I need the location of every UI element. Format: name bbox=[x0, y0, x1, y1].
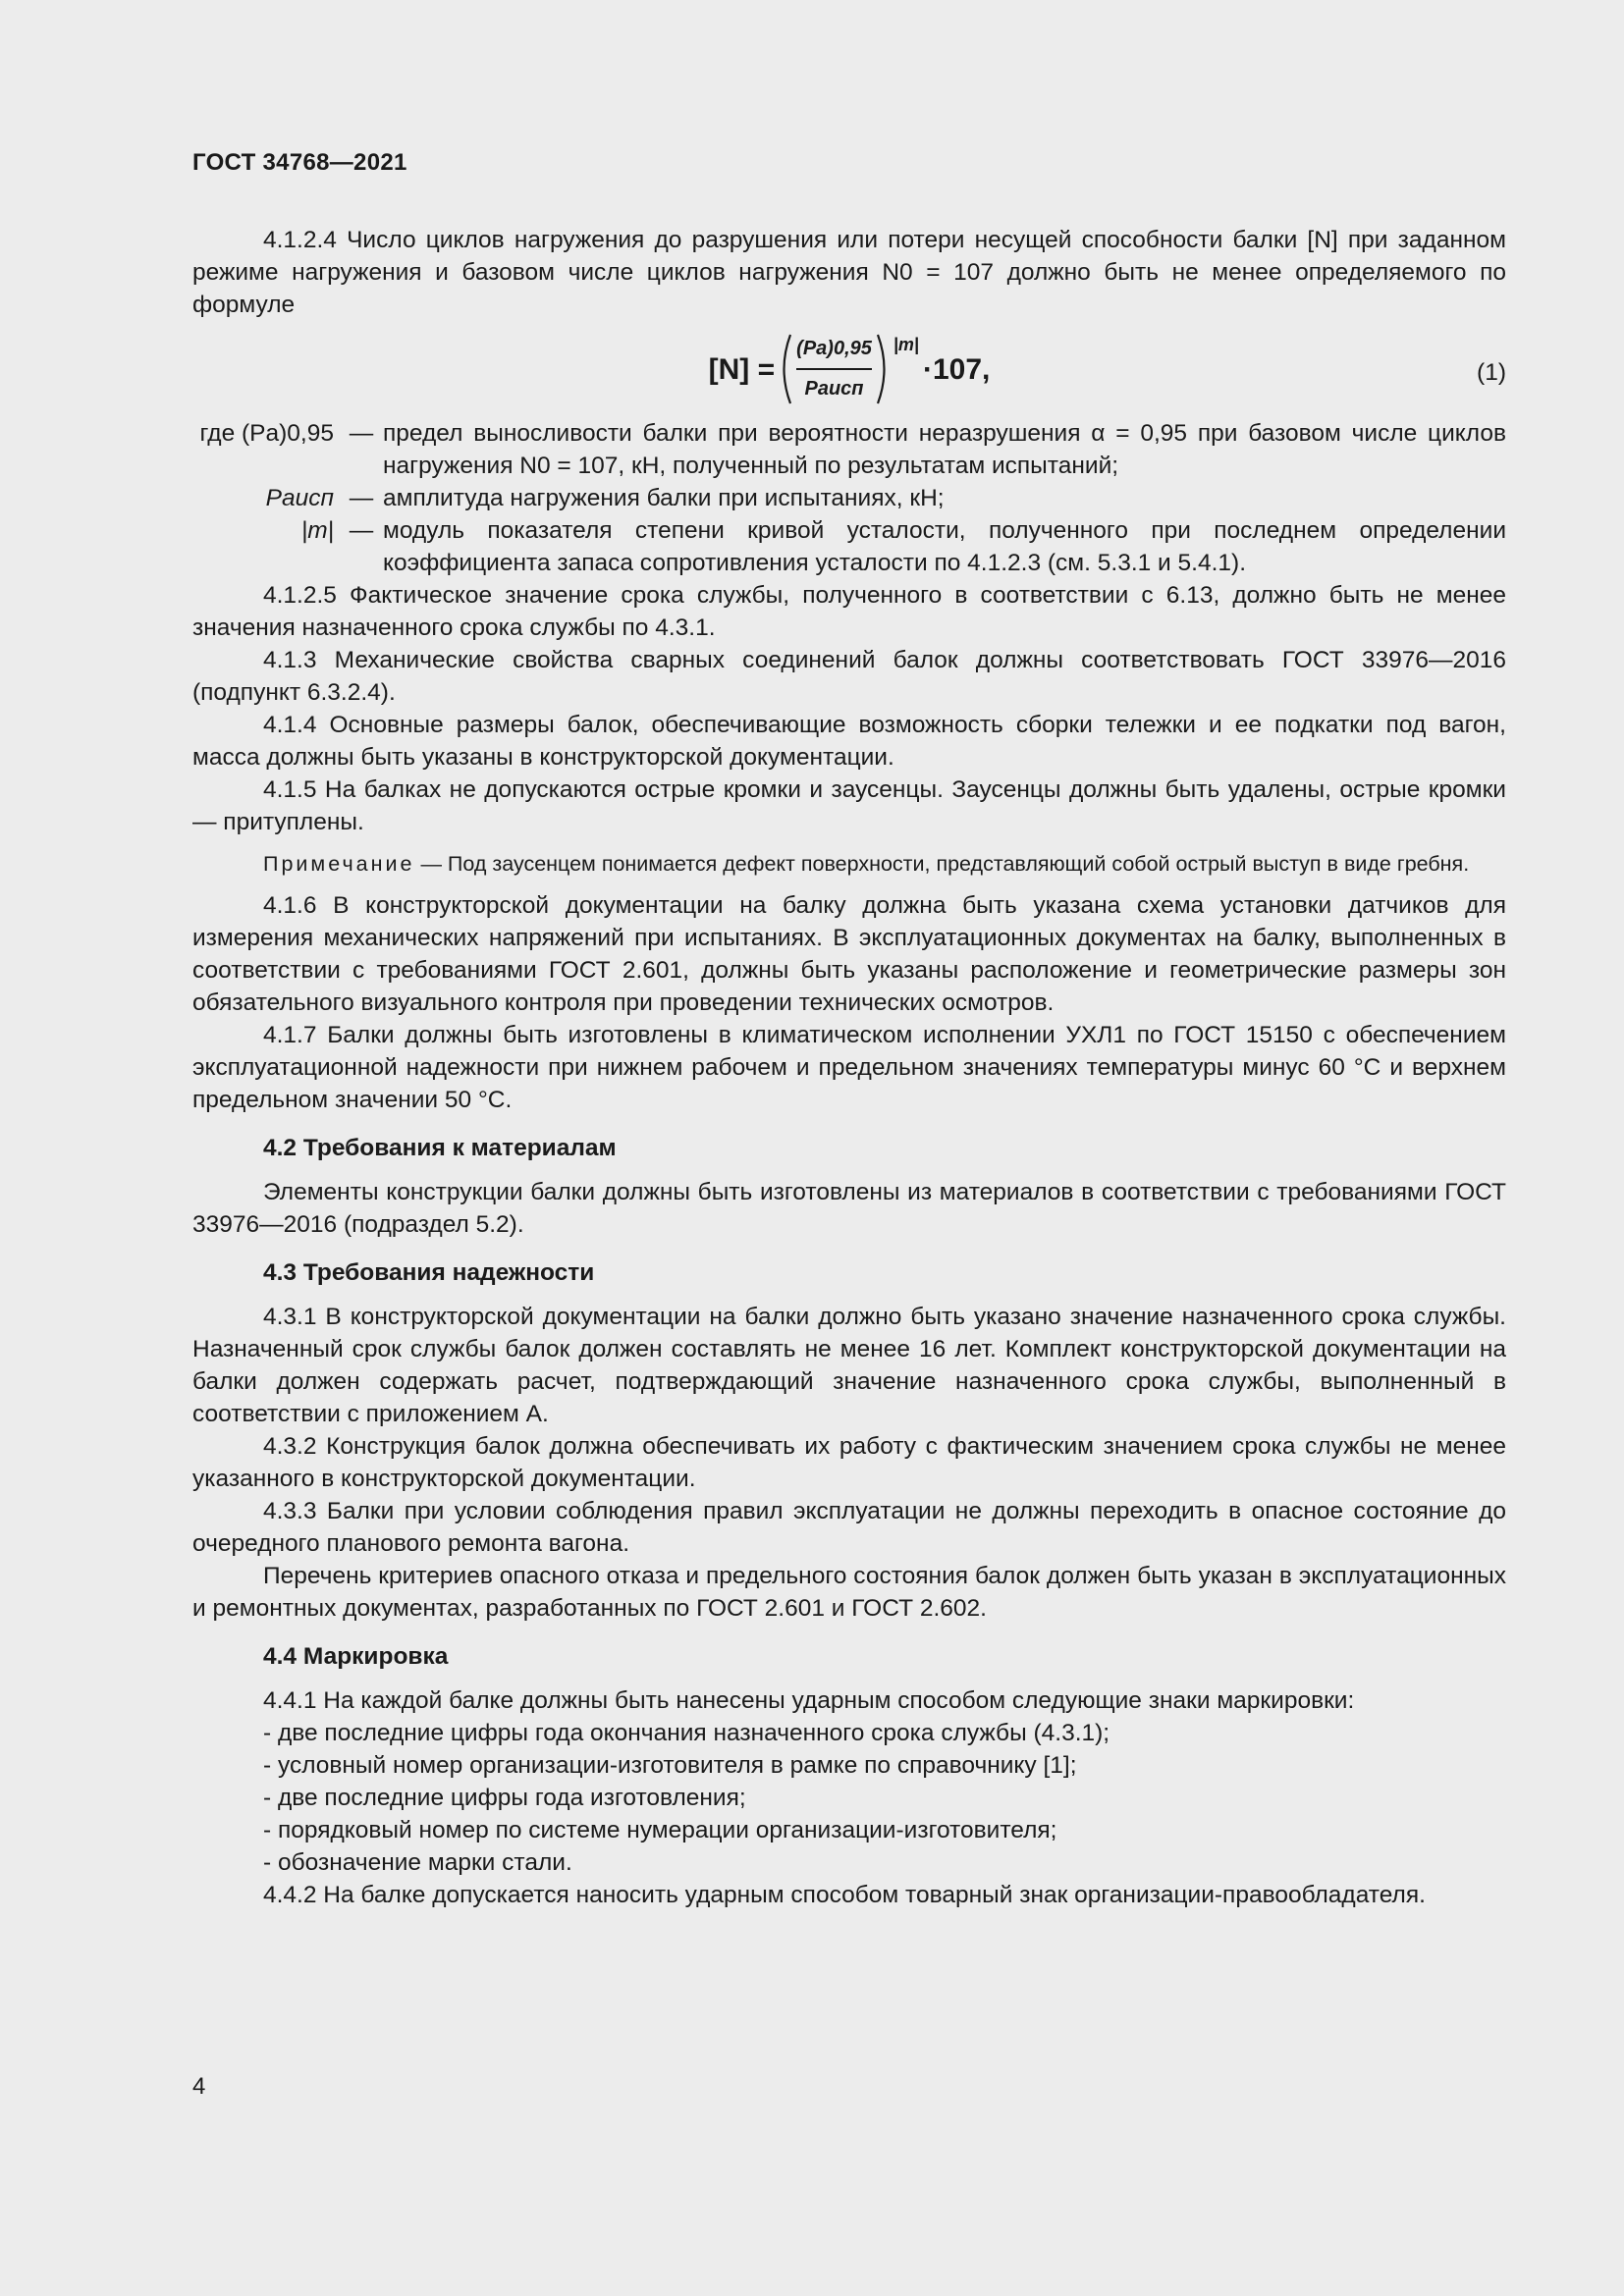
formula-lhs: [N] = bbox=[708, 352, 776, 386]
formula-fraction bbox=[796, 333, 872, 405]
body-text bbox=[192, 224, 1506, 1911]
section-heading-4-4: 4.4 Маркировка bbox=[263, 1643, 449, 1670]
where-term: |m| bbox=[300, 517, 334, 544]
where-text: предел выносливости балки при вероятности неразрушения α = 0,95 при базовом числе циклов нагружения N0 = 107, кН, полученный по результатам испытаний; bbox=[383, 420, 1506, 479]
right-paren bbox=[874, 333, 893, 405]
paragraph-4-1-2-5: 4.1.2.5 Фактическое значение срока службы, полученного в соответствии с 6.13, должно быть не менее значения назначенного срока службы по 4.3.1. bbox=[192, 582, 1506, 641]
paragraph-4-3-3-list: Перечень критериев опасного отказа и предельного состояния балок должен быть указан в эксплуатационных и ремонтных документах, разработанных по ГОСТ 2.601 и ГОСТ 2.602. bbox=[192, 1563, 1506, 1622]
paragraph-4-1-6: 4.1.6 В конструкторской документации на балку должна быть указана схема установки датчиков для измерения механических напряжений при испытаниях. В эксплуатационных документах на балку, выполненных в соответствии с требованиями ГОСТ 2.601, должны быть указаны расположение и геометрические размеры зон обязательного визуального контроля при проведении технических осмотров. bbox=[192, 892, 1506, 1016]
note-label: Примечание bbox=[263, 852, 415, 876]
where-text: амплитуда нагружения балки при испытаниях, кН; bbox=[383, 485, 945, 511]
paragraph-4-1-5: 4.1.5 На балках не допускаются острые кромки и заусенцы. Заусенцы должны быть удалены, острые кромки — притуплены. bbox=[192, 776, 1506, 835]
where-text: модуль показателя степени кривой усталости, полученного при последнем определении коэффициента запаса сопротивления усталости по 4.1.2.3 (см. 5.3.1 и 5.4.1). bbox=[383, 517, 1506, 576]
formula-number: (1) bbox=[1477, 359, 1506, 386]
paragraph-4-4-1: 4.4.1 На каждой балке должны быть нанесены ударным способом следующие знаки маркировки: bbox=[263, 1687, 1355, 1714]
paragraph-4-1-7: 4.1.7 Балки должны быть изготовлены в климатическом исполнении УХЛ1 по ГОСТ 15150 с обеспечением эксплуатационной надежности при нижнем рабочем и предельном значениях температуры минус 60 °С и верхнем предельном значении 50 °С. bbox=[192, 1022, 1506, 1113]
section-heading-4-3: 4.3 Требования надежности bbox=[263, 1259, 595, 1286]
paragraph-4-1-4: 4.1.4 Основные размеры балок, обеспечивающие возможность сборки тележки и ее подкатки под вагон, масса должны быть указаны в конструкторской документации. bbox=[192, 712, 1506, 771]
page-number: 4 bbox=[192, 2073, 206, 2100]
where-term: Paисп bbox=[265, 485, 334, 511]
section-heading-4-2: 4.2 Требования к материалам bbox=[263, 1135, 617, 1161]
paragraph-4-4-2: 4.4.2 На балке допускается наносить ударным способом товарный знак организации-правообладателя. bbox=[263, 1882, 1426, 1908]
paragraph-4-3-1: 4.3.1 В конструкторской документации на балки должно быть указано значение назначенного срока службы. Назначенный срок службы балок должен составлять не менее 16 лет. Комплект конструкторской документации на балки должен содержать расчет, подтверждающий значение назначенного срока службы, выполненный в соответствии с приложением А. bbox=[192, 1304, 1506, 1427]
formula-numerator: (Pa)0,95 bbox=[796, 338, 872, 359]
list-item: - условный номер организации-изготовителя в рамке по справочнику [1]; bbox=[263, 1752, 1077, 1779]
paragraph-4-1-2-4: 4.1.2.4 Число циклов нагружения до разрушения или потери несущей способности балки [N] при заданном режиме нагружения и базовом числе циклов нагружения N0 = 107 должно быть не менее определяемого по формуле bbox=[192, 227, 1506, 318]
paragraph-4-3-2: 4.3.2 Конструкция балок должна обеспечивать их работу с фактическим значением срока службы не менее указанного в конструкторской документации. bbox=[192, 1433, 1506, 1492]
list-item: - две последние цифры года изготовления; bbox=[263, 1785, 746, 1811]
list-item: - обозначение марки стали. bbox=[263, 1849, 572, 1876]
list-item: - две последние цифры года окончания назначенного срока службы (4.3.1); bbox=[263, 1720, 1110, 1746]
paragraph-4-1-3: 4.1.3 Механические свойства сварных соединений балок должны соответствовать ГОСТ 33976—2016 (подпункт 6.3.2.4). bbox=[192, 647, 1506, 706]
where-dash: — bbox=[349, 420, 374, 447]
document-header: ГОСТ 34768—2021 bbox=[192, 149, 407, 176]
left-paren bbox=[775, 333, 794, 405]
formula-1 bbox=[192, 321, 1506, 417]
note bbox=[192, 848, 1506, 880]
where-list bbox=[192, 417, 1506, 579]
where-dash: — bbox=[349, 485, 374, 511]
formula-factor: ·107, bbox=[922, 352, 991, 386]
where-dash: — bbox=[349, 517, 374, 544]
where-term: где (Pa)0,95 bbox=[199, 420, 334, 447]
formula-denominator: Paисп bbox=[804, 378, 864, 400]
list-item: - порядковый номер по системе нумерации организации-изготовителя; bbox=[263, 1817, 1057, 1843]
paragraph-4-3-3: 4.3.3 Балки при условии соблюдения правил эксплуатации не должны переходить в опасное состояние до очередного планового ремонта вагона. bbox=[192, 1498, 1506, 1557]
paragraph-4-2: Элементы конструкции балки должны быть изготовлены из материалов в соответствии с требованиями ГОСТ 33976—2016 (подраздел 5.2). bbox=[192, 1179, 1506, 1238]
note-text: — Под заусенцем понимается дефект поверхности, представляющий собой острый выступ в виде гребня. bbox=[420, 852, 1470, 876]
formula-exponent: |m| bbox=[893, 335, 919, 354]
